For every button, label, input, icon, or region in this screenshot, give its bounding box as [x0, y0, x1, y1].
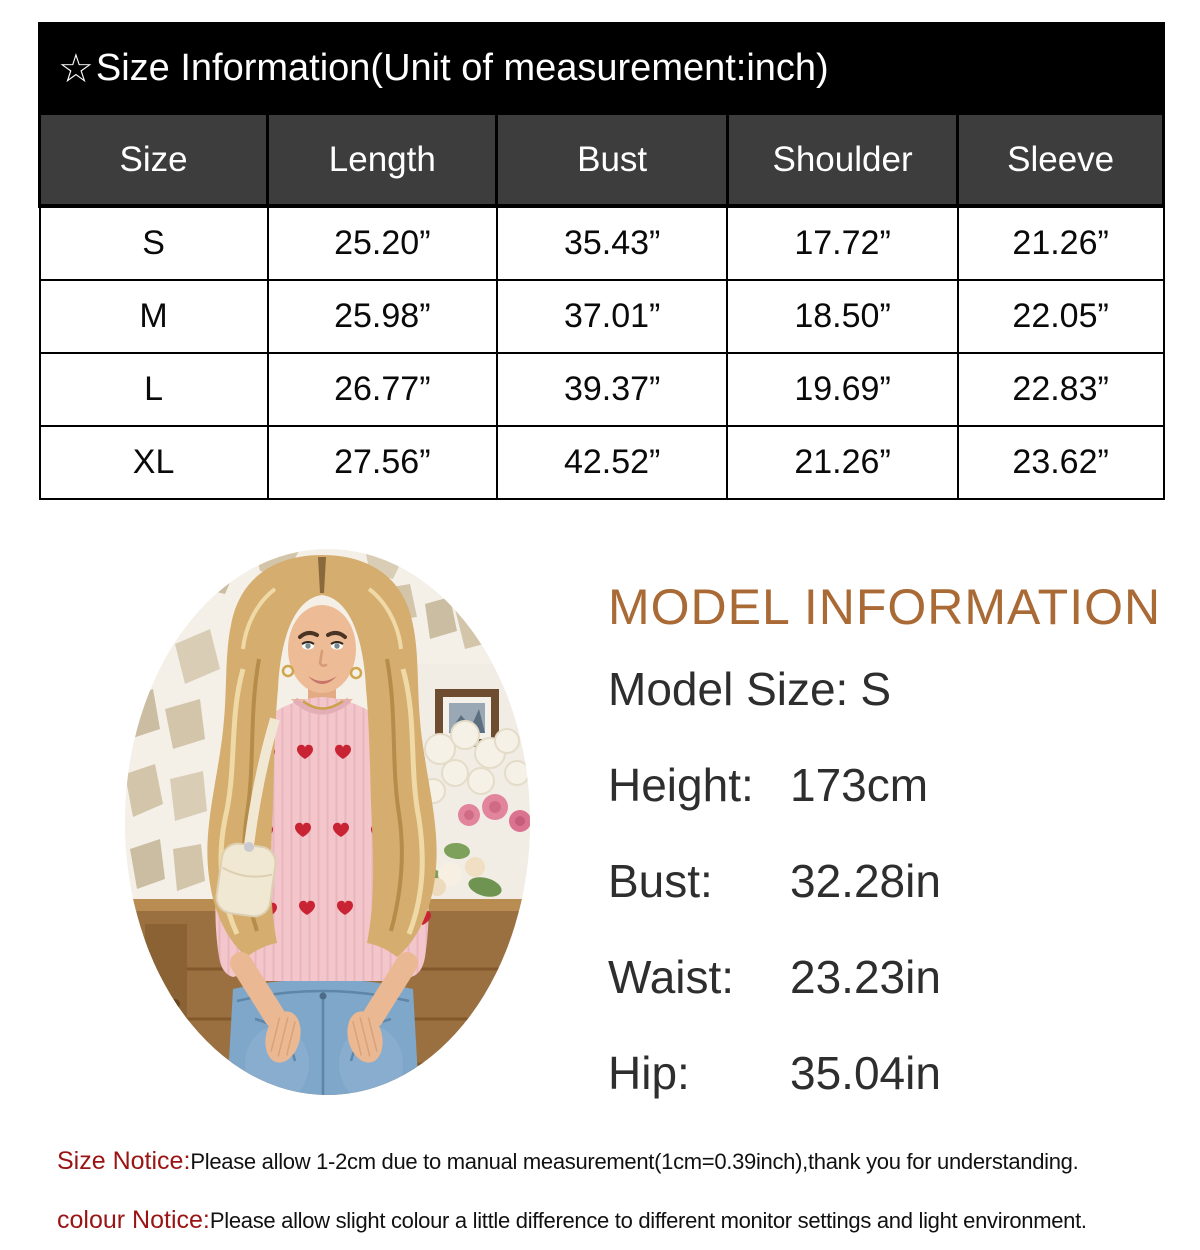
measurement-cell: 18.50”: [727, 280, 957, 353]
star-icon: ☆: [58, 46, 94, 91]
measurement-cell: 27.56”: [268, 426, 497, 499]
bust-label: Bust:: [608, 855, 713, 907]
model-figure: [207, 555, 436, 1095]
size-notice-text: Please allow 1-2cm due to manual measurement(1cm=0.39inch),thank you for understanding.: [190, 1149, 1079, 1174]
size-notice-label: Size Notice:: [57, 1147, 191, 1175]
model-info-title: MODEL INFORMATION: [608, 579, 1162, 635]
measurement-cell: 23.62”: [958, 426, 1164, 499]
measurement-cell: 25.20”: [268, 206, 497, 280]
measurement-cell: 17.72”: [727, 206, 957, 280]
measurement-cell: 22.83”: [958, 353, 1164, 426]
model-size-value: S: [860, 663, 892, 715]
drawer-knob: [170, 999, 180, 1009]
size-cell: M: [40, 280, 268, 353]
face: [288, 605, 356, 693]
colour-notice-label: colour Notice:: [57, 1206, 210, 1234]
column-header-length: Length: [268, 115, 497, 206]
table-row: [40, 280, 1164, 353]
model-section: [0, 473, 1200, 1120]
size-notice: [57, 1147, 1182, 1176]
hip-value: 35.04in: [790, 1047, 941, 1099]
measurement-cell: 21.26”: [958, 206, 1164, 280]
waist-value: 23.23in: [790, 951, 941, 1003]
model-photo: [125, 549, 530, 1095]
measurement-cell: 25.98”: [268, 280, 497, 353]
measurement-cell: 39.37”: [497, 353, 727, 426]
colour-notice-text: Please allow slight colour a little difference to different monitor settings and light environment.: [209, 1208, 1087, 1233]
column-header-sleeve: Sleeve: [958, 115, 1164, 206]
size-cell: S: [40, 206, 268, 280]
notices: [57, 1147, 1182, 1235]
size-info-title: Size Information(Unit of measurement:inch): [95, 47, 829, 89]
table-row: [40, 353, 1164, 426]
table-row: [40, 206, 1164, 280]
waist-label: Waist:: [608, 951, 735, 1003]
column-header-bust: Bust: [497, 115, 727, 206]
column-header-size: Size: [40, 115, 268, 206]
height-value: 173cm: [790, 759, 929, 811]
measurement-cell: 19.69”: [727, 353, 957, 426]
measurement-cell: 22.05”: [958, 280, 1164, 353]
measurement-cell: 35.43”: [497, 206, 727, 280]
bust-value: 32.28in: [790, 855, 941, 907]
size-info-header: [38, 22, 1165, 115]
hip-label: Hip:: [608, 1047, 690, 1099]
size-cell: L: [40, 353, 268, 426]
model-info-row: [608, 662, 1161, 716]
measurement-cell: 42.52”: [497, 426, 727, 499]
measurement-cell: 37.01”: [497, 280, 727, 353]
size-cell: XL: [40, 426, 268, 499]
colour-notice: [57, 1206, 1182, 1235]
model-info-row: [608, 950, 1161, 1004]
column-header-shoulder: Shoulder: [727, 115, 957, 206]
height-label: Height:: [608, 759, 754, 811]
measurement-cell: 21.26”: [727, 426, 957, 499]
measurement-cell: 26.77”: [268, 353, 497, 426]
model-info-row: [608, 1046, 1161, 1100]
model-info-row: [608, 758, 1161, 812]
table-header-row: [40, 115, 1164, 206]
model-information: [608, 578, 1161, 1100]
model-info-row: [608, 854, 1161, 908]
size-table: [38, 115, 1165, 500]
model-size-label: Model Size:: [608, 663, 849, 715]
